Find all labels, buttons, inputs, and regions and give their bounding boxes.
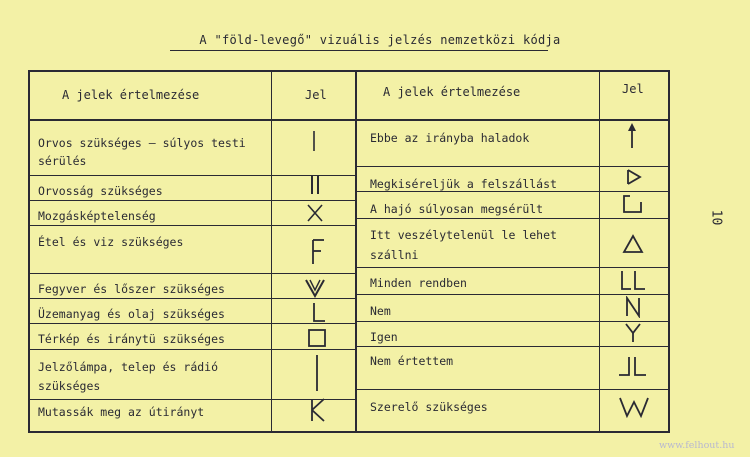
left-row-9-text: Mutassák meg az útirányt bbox=[38, 405, 205, 419]
right-row-3-text: A hajó súlyosan megsérült bbox=[370, 202, 544, 216]
right-row-separator bbox=[356, 166, 668, 167]
header-sign-left: Jel bbox=[305, 88, 327, 102]
sign-open-square-icon bbox=[622, 194, 644, 214]
left-row-separator bbox=[30, 175, 355, 176]
right-row-5-text: Minden rendben bbox=[370, 276, 467, 290]
sign-v-icon bbox=[304, 278, 326, 298]
left-row-8-text-2: szükséges bbox=[38, 379, 101, 393]
left-row-separator bbox=[30, 399, 355, 400]
sign-n-icon bbox=[624, 296, 642, 318]
signal-table bbox=[28, 70, 670, 433]
right-row-separator bbox=[356, 321, 668, 322]
sign-l-icon bbox=[311, 301, 327, 323]
header-meaning-right: A jelek értelmezése bbox=[383, 85, 521, 99]
divider-right-sign bbox=[599, 72, 600, 431]
left-row-6-text: Üzemanyag és olaj szükséges bbox=[38, 307, 225, 321]
left-row-2-text: Orvosság szükséges bbox=[38, 184, 163, 198]
sign-double-l-icon bbox=[619, 269, 647, 291]
right-row-7-text: Igen bbox=[370, 330, 398, 344]
right-row-separator bbox=[356, 294, 668, 295]
right-row-4-text-2: szállni bbox=[370, 248, 419, 262]
left-row-4-text: Étel és viz szükséges bbox=[38, 235, 184, 249]
left-row-1-text-1: Orvos szükséges – súlyos testi bbox=[38, 136, 246, 150]
left-row-1-text-2: sérülés bbox=[38, 154, 87, 168]
sign-k-icon bbox=[309, 397, 327, 423]
divider-middle bbox=[355, 72, 357, 431]
right-row-6-text: Nem bbox=[370, 304, 391, 318]
header-sign-right: Jel bbox=[622, 82, 644, 96]
table-header bbox=[30, 72, 668, 121]
right-row-1-text: Ebbe az irányba haladok bbox=[370, 131, 530, 145]
sign-jl-icon bbox=[617, 355, 649, 377]
sign-up-arrow-icon bbox=[626, 122, 638, 150]
sign-y-icon bbox=[624, 322, 642, 344]
sign-w-icon bbox=[618, 396, 650, 418]
left-row-5-text: Fegyver és lőszer szükséges bbox=[38, 282, 225, 296]
right-row-9-text: Szerelő szükséges bbox=[370, 400, 488, 414]
title-underline bbox=[170, 50, 548, 51]
sign-right-triangle-icon bbox=[625, 168, 643, 186]
sign-triangle-icon bbox=[622, 234, 644, 254]
right-row-separator bbox=[356, 267, 668, 268]
page-title: A "föld-levegő" vizuális jelzés nemzetközi kódja bbox=[199, 33, 561, 47]
sign-f-icon bbox=[310, 238, 326, 266]
right-row-2-text: Megkiséreljük a felszállást bbox=[370, 177, 557, 191]
header-meaning-left: A jelek értelmezése bbox=[62, 88, 200, 102]
sign-x-icon bbox=[306, 203, 324, 223]
sign-vertical-bar-icon bbox=[308, 129, 320, 153]
left-row-separator bbox=[30, 349, 355, 350]
left-row-7-text: Térkép és iránytü szükséges bbox=[38, 332, 225, 346]
right-row-4-text-1: Itt veszélytelenül le lehet bbox=[370, 228, 557, 242]
sign-square-icon bbox=[307, 328, 327, 348]
right-row-separator bbox=[356, 389, 668, 390]
left-row-3-text: Mozgásképtelenség bbox=[38, 209, 156, 223]
left-row-8-text-1: Jelzőlámpa, telep és rádió bbox=[38, 360, 219, 374]
divider-left-sign bbox=[271, 72, 272, 431]
sign-long-bar-icon bbox=[312, 353, 322, 393]
left-row-separator bbox=[30, 273, 355, 274]
watermark: www.felhout.hu bbox=[659, 440, 735, 451]
right-row-separator bbox=[356, 346, 668, 347]
right-row-8-text: Nem értettem bbox=[370, 354, 454, 368]
page-number: 10 bbox=[708, 209, 724, 226]
sign-double-bar-icon bbox=[308, 175, 322, 195]
